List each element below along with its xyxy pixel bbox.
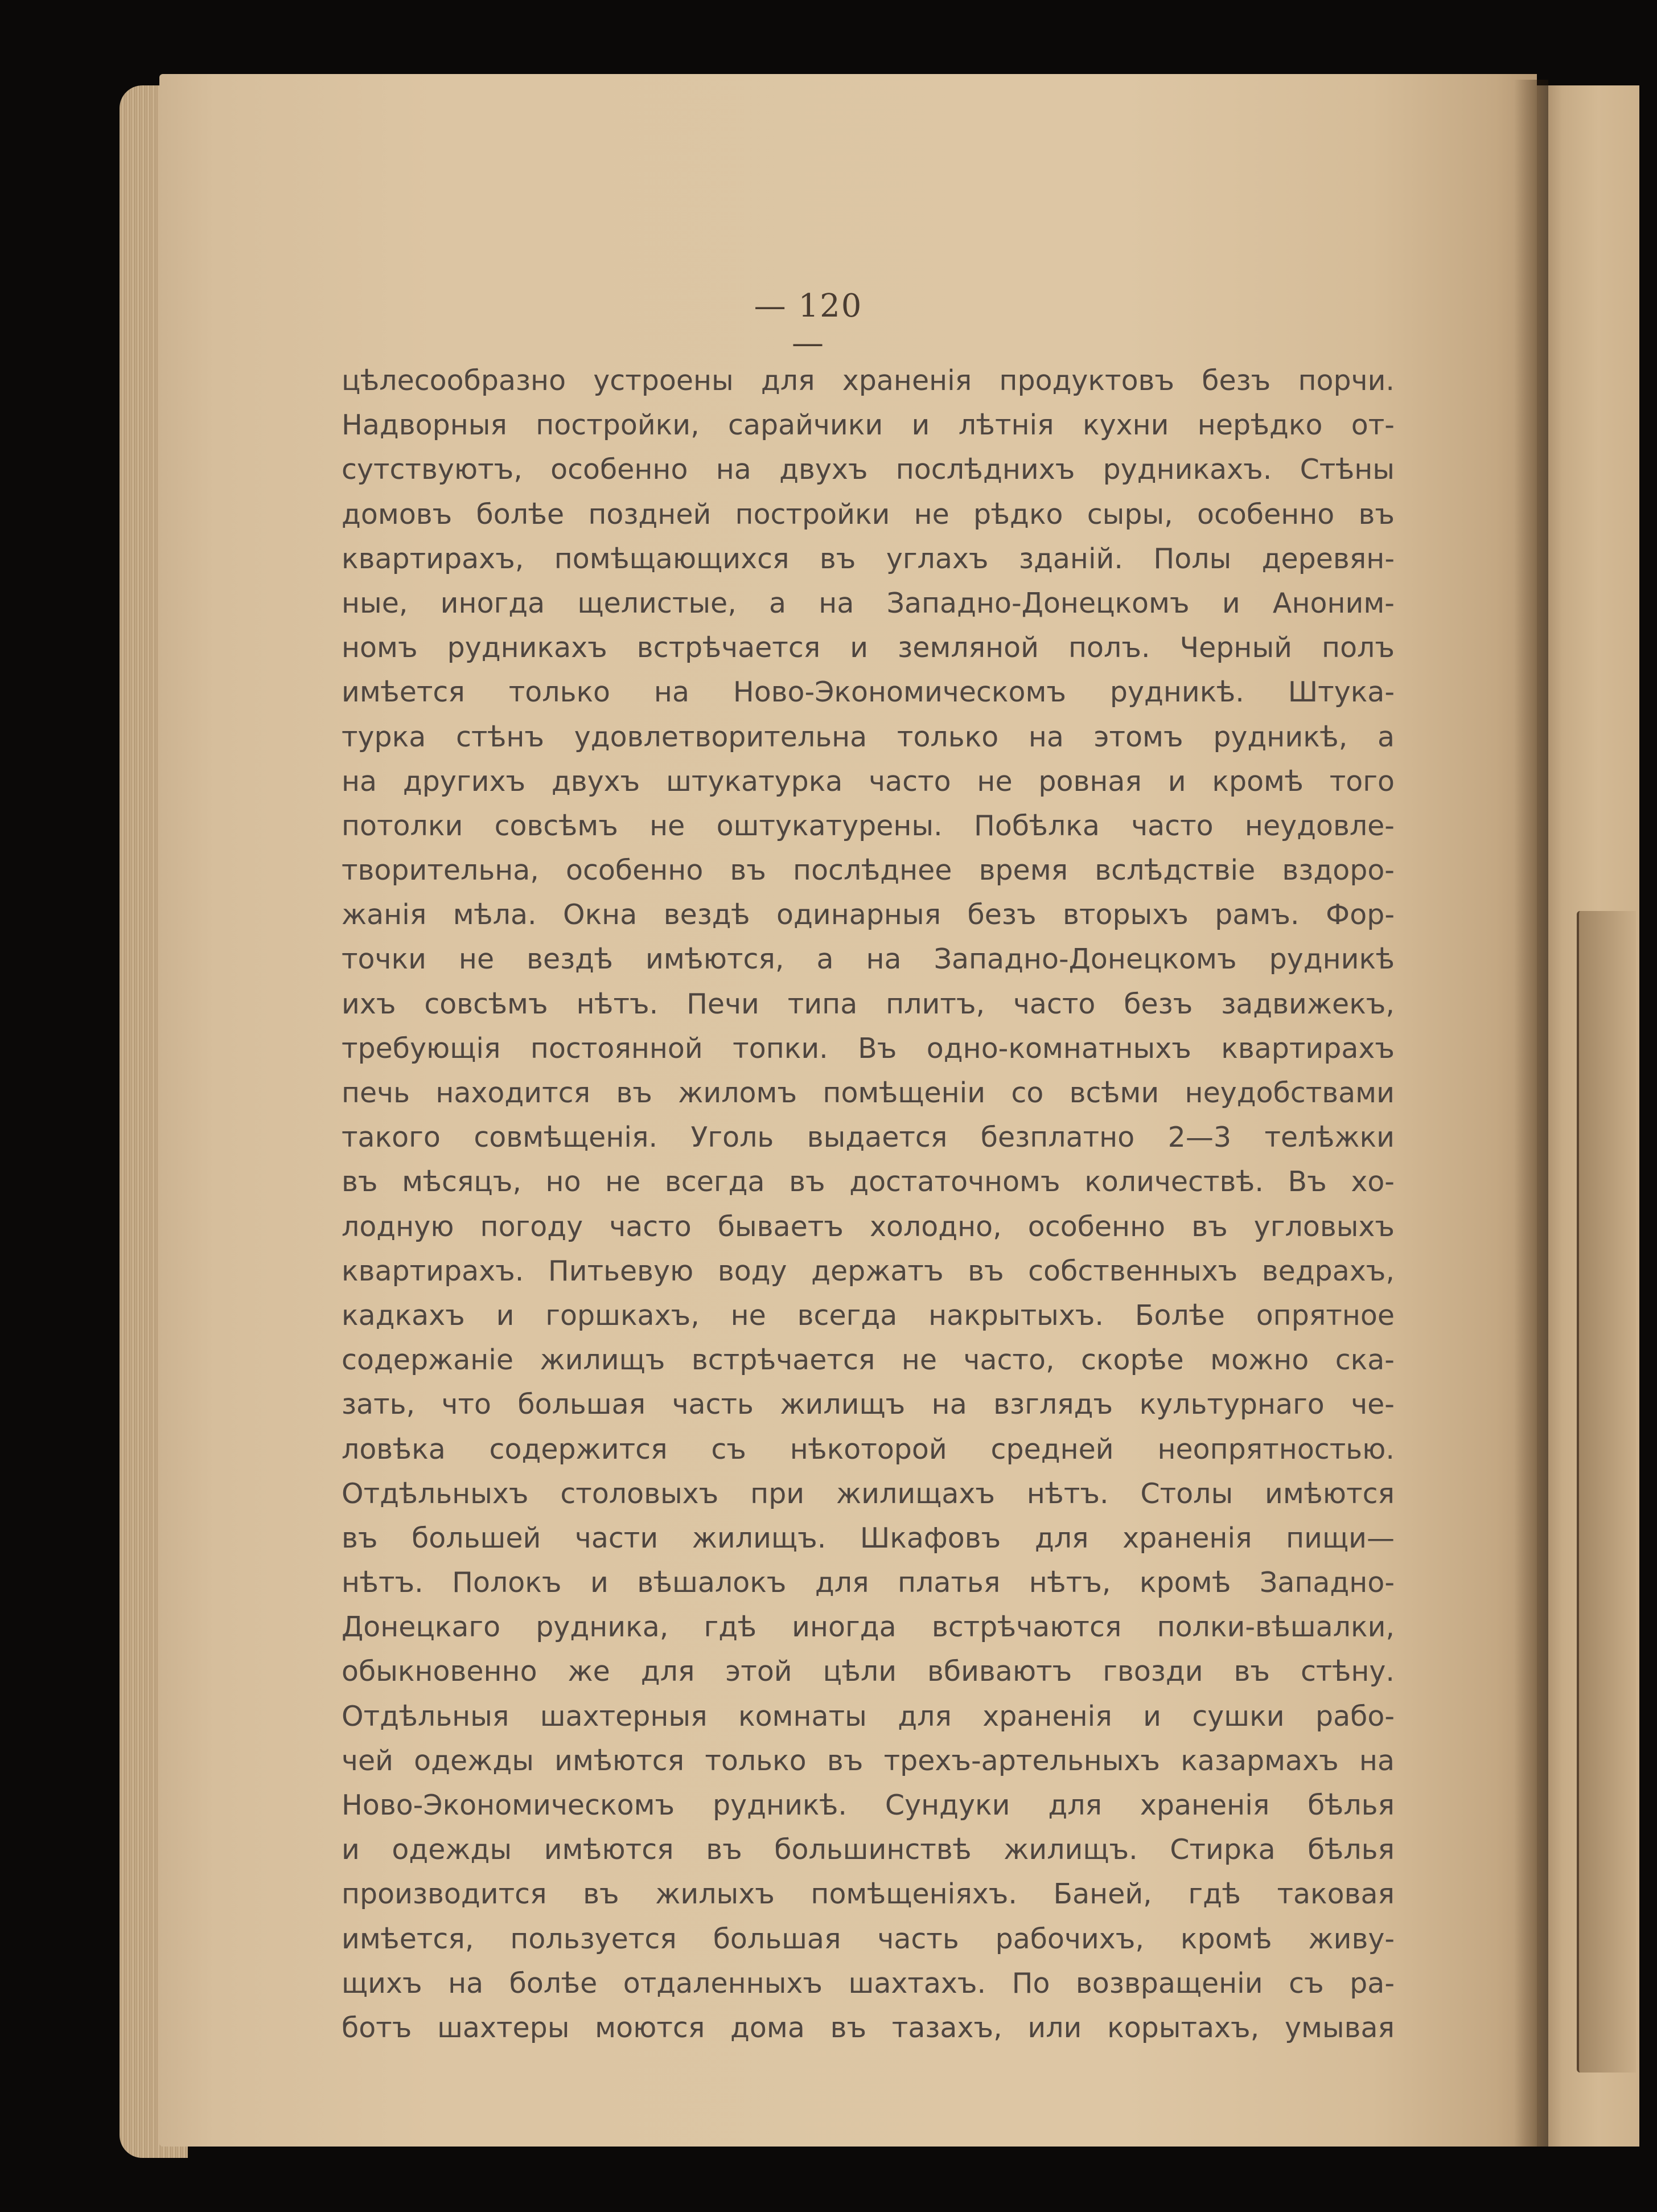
text-line: ихъ совсѣмъ нѣтъ. Печи типа плитъ, часто безъ задвижекъ, xyxy=(342,987,1395,1020)
text-line: жанія мѣла. Окна вездѣ одинарныя безъ вторыхъ рамъ. Фор- xyxy=(342,898,1395,931)
text-line: творительна, особенно въ послѣднее время вслѣдствіе вздоро- xyxy=(342,854,1395,887)
text-line: Ново-Экономическомъ рудникѣ. Сундуки для храненія бѣлья xyxy=(342,1789,1395,1821)
text-line: такого совмѣщенія. Уголь выдается безплатно 2—3 телѣжки xyxy=(342,1121,1395,1154)
text-line: имѣется, пользуется большая часть рабочихъ, кромѣ живу- xyxy=(342,1922,1395,1955)
text-line: потолки совсѣмъ не оштукатурены. Побѣлка часто неудовле- xyxy=(342,809,1395,842)
text-line: щихъ на болѣе отдаленныхъ шахтахъ. По возвращеніи съ ра- xyxy=(342,1967,1395,2000)
text-line: ботъ шахтеры моются дома въ тазахъ, или корытахъ, умывая xyxy=(342,2011,1395,2044)
text-line: производится въ жилыхъ помѣщеніяхъ. Баней, гдѣ таковая xyxy=(342,1878,1395,1911)
text-line: печь находится въ жиломъ помѣщеніи со всѣми неудобствами xyxy=(342,1077,1395,1109)
text-line: Донецкаго рудника, гдѣ иногда встрѣчаются полки-вѣшалки, xyxy=(342,1611,1395,1644)
text-line: турка стѣнъ удовлетворительна только на этомъ рудникѣ, а xyxy=(342,720,1395,753)
text-line: сутствуютъ, особенно на двухъ послѣднихъ рудникахъ. Стѣны xyxy=(342,453,1395,486)
text-line: зать, что большая часть жилищъ на взглядъ культурнаго че- xyxy=(342,1388,1395,1421)
text-line: квартирахъ, помѣщающихся въ углахъ зданій. Полы деревян- xyxy=(342,542,1395,575)
text-line: ные, иногда щелистые, а на Западно-Донецкомъ и Аноним- xyxy=(342,586,1395,619)
text-line: содержаніе жилищъ встрѣчается не часто, скорѣе можно ска- xyxy=(342,1344,1395,1377)
text-line: требующія постоянной топки. Въ одно-комнатныхъ квартирахъ xyxy=(342,1032,1395,1065)
text-line: Надворныя постройки, сарайчики и лѣтнія кухни нерѣдко от- xyxy=(342,409,1395,442)
text-line: домовъ болѣе поздней постройки не рѣдко сыры, особенно въ xyxy=(342,498,1395,531)
text-line: чей одежды имѣются только въ трехъ-артельныхъ казармахъ на xyxy=(342,1744,1395,1777)
text-line: нѣтъ. Полокъ и вѣшалокъ для платья нѣтъ, кромѣ Западно- xyxy=(342,1566,1395,1599)
text-line: квартирахъ. Питьевую воду держатъ въ собственныхъ ведрахъ, xyxy=(342,1254,1395,1287)
text-line: точки не вездѣ имѣются, а на Западно-Донецкомъ рудникѣ xyxy=(342,943,1395,976)
binding-shadow xyxy=(1514,80,1548,2147)
text-line: въ большей части жилищъ. Шкафовъ для храненія пищи— xyxy=(342,1521,1395,1554)
text-line: имѣется только на Ново-Экономическомъ рудникѣ. Штука- xyxy=(342,676,1395,709)
text-line: лодную погоду часто бываетъ холодно, особенно въ угловыхъ xyxy=(342,1210,1395,1243)
text-line: Отдѣльныхъ столовыхъ при жилищахъ нѣтъ. Столы имѣются xyxy=(342,1477,1395,1510)
text-line: въ мѣсяцъ, но не всегда въ достаточномъ количествѣ. Въ хо- xyxy=(342,1165,1395,1199)
page-number: — 120 — xyxy=(754,288,863,362)
text-line: ловѣка содержится съ нѣкоторой средней неопрятностью. xyxy=(342,1433,1395,1466)
text-line: цѣлесообразно устроены для храненія продуктовъ безъ порчи. xyxy=(342,364,1395,397)
text-line: Отдѣльныя шахтерныя комнаты для храненія и сушки рабо- xyxy=(342,1700,1395,1733)
text-line: обыкновенно же для этой цѣли вбиваютъ гвозди въ стѣну. xyxy=(342,1655,1395,1688)
body-text xyxy=(342,359,1395,2050)
text-line: кадкахъ и горшкахъ, не всегда накрытыхъ. Болѣе опрятное xyxy=(342,1299,1395,1332)
page-tab-marker xyxy=(1577,911,1636,2073)
text-line: и одежды имѣются въ большинствѣ жилищъ. Стирка бѣлья xyxy=(342,1833,1395,1866)
text-line: номъ рудникахъ встрѣчается и земляной полъ. Черный полъ xyxy=(342,631,1395,664)
text-line: на другихъ двухъ штукатурка часто не ровная и кромѣ того xyxy=(342,765,1395,798)
